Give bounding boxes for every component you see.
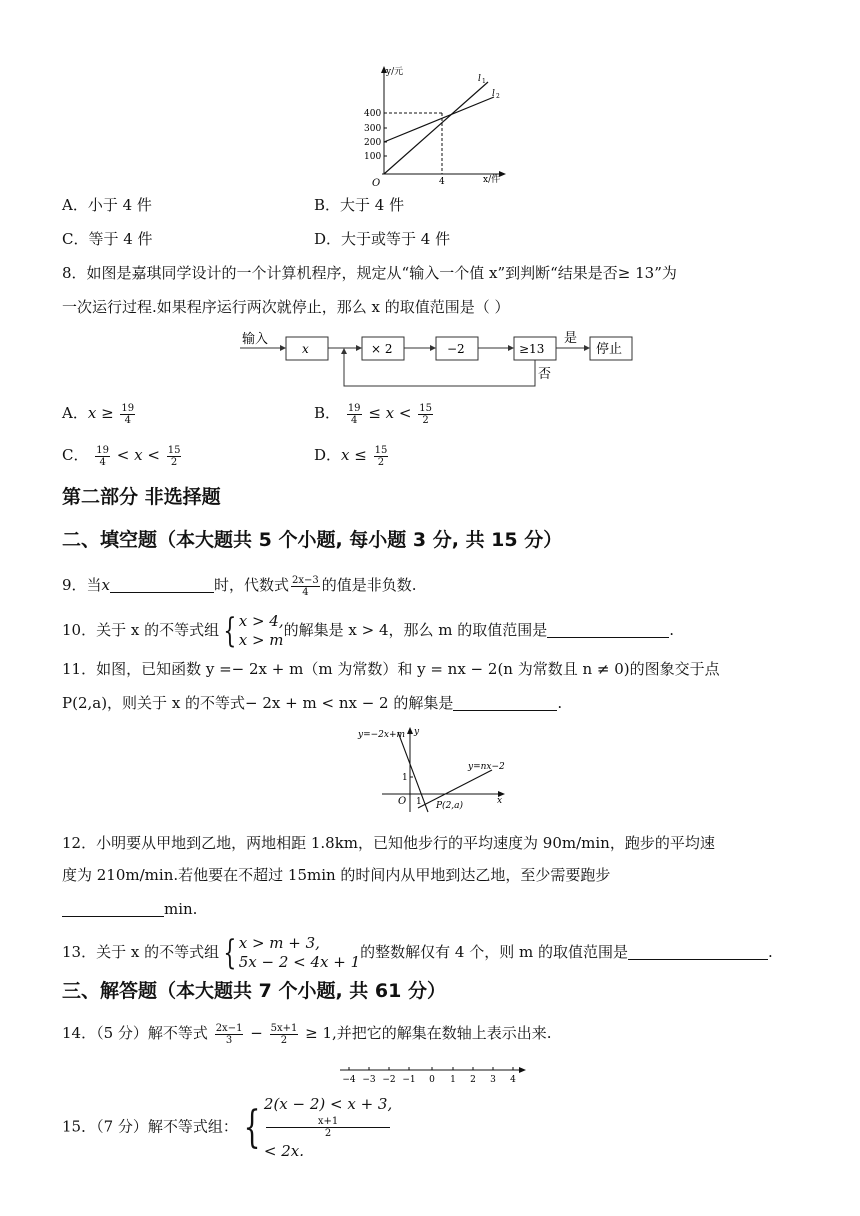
q10-blank[interactable] <box>547 621 669 638</box>
q11-one-y: 1 <box>402 773 408 783</box>
q9-blank[interactable] <box>110 576 214 593</box>
tick--1: −1 <box>402 1075 416 1085</box>
tick--2: −2 <box>382 1075 396 1085</box>
q8-line1: 8．如图是嘉琪同学设计的一个计算机程序，规定从“输入一个值 x”到判断“结果是否≥ 13”为 <box>62 264 677 282</box>
q8-option-c: C． $\frac{19}{4}$ < x < $\frac{15}{2}$ <box>62 444 181 468</box>
q8-option-d: D．x ≤ $\frac{15}{2}$ <box>314 444 388 468</box>
q12-line3: min. <box>62 898 197 920</box>
line-l1 <box>384 82 488 174</box>
tick-4: 4 <box>510 1075 516 1085</box>
tick-2: 2 <box>470 1075 476 1085</box>
tick--4: −4 <box>342 1075 356 1085</box>
label-l1: l <box>478 74 481 84</box>
flow-input-label: 输入 <box>242 332 269 347</box>
label-l2: l <box>492 89 495 99</box>
x-tick-4: 4 <box>439 177 445 186</box>
y-tick-400: 400 <box>364 109 382 119</box>
tick--3: −3 <box>362 1075 376 1085</box>
line-l2 <box>384 97 494 142</box>
q13-blank[interactable] <box>628 943 768 960</box>
label-l1-sub: 1 <box>482 78 486 85</box>
y-tick-100: 100 <box>364 152 382 162</box>
q8-option-b: B． $\frac{19}{4}$ ≤ x < $\frac{15}{2}$ <box>314 402 432 426</box>
q11-one-x: 1 <box>416 797 422 807</box>
q7-option-b: B．大于 4 件 <box>314 196 405 214</box>
q8-option-a: A．x ≥ $\frac{19}{4}$ <box>62 402 135 426</box>
q15: 15．（7 分）解不等式组： { 2(x − 2) < x + 3, x+1 2 < 2x. <box>62 1095 393 1160</box>
origin-label: O <box>372 178 381 186</box>
q7-option-c: C．等于 4 件 <box>62 230 153 248</box>
tick-0: 0 <box>429 1075 435 1085</box>
section2-title: 二、填空题（本大题共 5 个小题, 每小题 3 分, 共 15 分） <box>62 529 563 551</box>
label-l2-sub: 2 <box>496 93 500 100</box>
q11-graph <box>352 724 512 814</box>
y-tick-200: 200 <box>364 138 382 148</box>
flow-box-minus2-text: −2 <box>447 342 465 356</box>
q12-line2: 度为 210m/min.若他要在不超过 15min 的时间内从甲地到达乙地，至少需要跑步 <box>62 866 611 884</box>
tick-1: 1 <box>450 1075 456 1085</box>
q8-line2: 一次运行过程.如果程序运行两次就停止，那么 x 的取值范围是（ ） <box>62 298 510 316</box>
flow-box-times2-text: × 2 <box>371 342 393 356</box>
x-axis-label: x/件 <box>483 175 501 185</box>
y-axis-label: y/元 <box>386 67 404 77</box>
q10: 10．关于 x 的不等式组 { x > 4, x > m 的解集是 x > 4，那么 m 的取值范围是 . <box>62 611 675 651</box>
part2-title: 第二部分 非选择题 <box>62 486 221 508</box>
q11-label-line1: y=−2x+m <box>358 730 406 740</box>
q14-number-line <box>336 1064 530 1088</box>
q9: 9．当x 时，代数式 $\frac{2x-3}{4}$ 的值是非负数. <box>62 574 417 598</box>
flow-no-label: 否 <box>538 367 552 382</box>
q7-option-d: D．大于或等于 4 件 <box>314 230 451 248</box>
q11-line1: 11．如图，已知函数 y =− 2x + m（m 为常数）和 y = nx − 2(n 为常数且 n ≠ 0)的图象交于点 <box>62 660 720 678</box>
q11-line2: P(2,a)，则关于 x 的不等式− 2x + m < nx − 2 的解集是 . <box>62 694 563 712</box>
q11-origin: O <box>398 796 407 807</box>
q11-blank[interactable] <box>453 694 557 711</box>
q11-x-label: x <box>497 796 503 806</box>
flow-box-x-text: x <box>302 342 309 356</box>
flow-stop-text: 停止 <box>596 342 623 357</box>
section3-title: 三、解答题（本大题共 7 个小题, 共 61 分） <box>62 980 446 1002</box>
q12-line1: 12．小明要从甲地到乙地，两地相距 1.8km，已知他步行的平均速度为 90m/min，跑步的平均速 <box>62 834 715 852</box>
q11-y-label: y <box>414 727 420 737</box>
flow-box-ge13-text: ≥13 <box>519 342 545 356</box>
q7-cost-chart <box>352 62 512 186</box>
q7-option-a: A．小于 4 件 <box>62 196 152 214</box>
y-tick-300: 300 <box>364 124 382 134</box>
tick-3: 3 <box>490 1075 496 1085</box>
q11-label-line2: y=nx−2 <box>468 762 505 772</box>
q8-flowchart <box>238 328 638 388</box>
q13: 13．关于 x 的不等式组 { x > m + 3, 5x − 2 < 4x + 1 的整数解仅有 4 个，则 m 的取值范围是 . <box>62 933 773 973</box>
q11-point-label: P(2,a) <box>436 801 464 811</box>
q14: 14．（5 分）解不等式 $\frac{2x-1}{3}$ − $\frac{5x+1}{2}$ ≥ 1,并把它的解集在数轴上表示出来. <box>62 1022 552 1046</box>
q12-blank[interactable] <box>62 900 164 917</box>
flow-yes-label: 是 <box>564 331 578 346</box>
